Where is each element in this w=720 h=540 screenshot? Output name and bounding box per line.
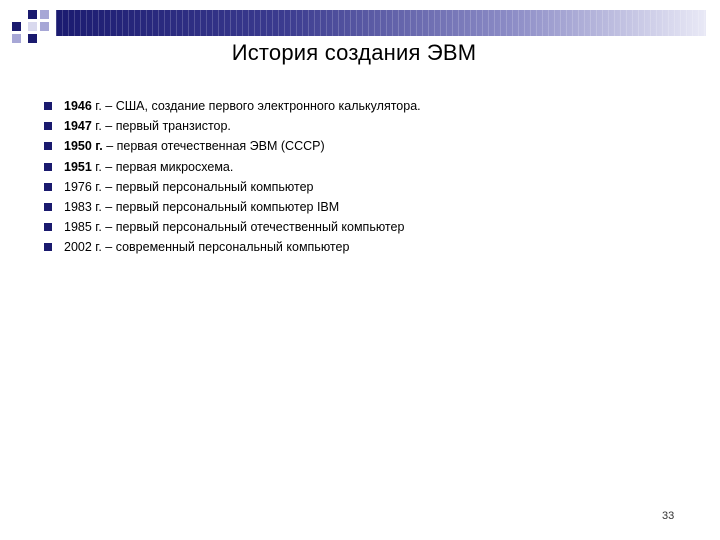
square-bullet-icon bbox=[44, 243, 52, 251]
list-item bbox=[42, 197, 662, 217]
item-year: 2002 bbox=[64, 240, 92, 255]
page-number: 33 bbox=[662, 510, 675, 522]
list-item bbox=[42, 237, 662, 257]
item-text: г. – первый персональный компьютер IBM bbox=[91, 200, 340, 215]
list-item bbox=[42, 136, 662, 156]
square-bullet-icon bbox=[44, 142, 52, 150]
item-text: г. – первая микросхема. bbox=[91, 159, 234, 174]
list-item bbox=[42, 157, 662, 177]
list-item bbox=[42, 96, 662, 116]
item-text: – первая отечественная ЭВМ (СССР) bbox=[102, 139, 325, 154]
header-band-stripes bbox=[56, 10, 706, 36]
decor-square bbox=[28, 10, 37, 19]
list-item bbox=[42, 116, 662, 136]
square-bullet-icon bbox=[44, 203, 52, 211]
item-year: 1946 bbox=[64, 99, 92, 113]
item-year: 1985 bbox=[64, 220, 92, 235]
slide-title: История создания ЭВМ bbox=[231, 40, 477, 65]
timeline-list bbox=[42, 96, 662, 258]
list-item bbox=[42, 177, 662, 197]
item-text: г. – первый персональный компьютер bbox=[91, 179, 314, 194]
item-year: 1950 г. bbox=[64, 139, 103, 154]
list-item bbox=[42, 217, 662, 237]
item-text: г. – первый транзистор. bbox=[91, 119, 231, 134]
square-bullet-icon bbox=[44, 122, 52, 130]
square-bullet-icon bbox=[44, 223, 52, 231]
item-text: г. – США, создание первого электронного калькулятора. bbox=[91, 99, 421, 113]
item-text: г. – первый персональный отечественный компьютер bbox=[91, 220, 405, 235]
item-year: 1947 bbox=[64, 119, 92, 134]
item-year: 1951 bbox=[64, 159, 92, 174]
decor-square bbox=[40, 22, 49, 31]
square-bullet-icon bbox=[44, 102, 52, 110]
square-bullet-icon bbox=[44, 163, 52, 171]
square-bullet-icon bbox=[44, 183, 52, 191]
decor-square bbox=[28, 22, 37, 31]
item-text: г. – современный персональный компьютер bbox=[91, 240, 350, 255]
decor-square bbox=[12, 22, 21, 31]
item-year: 1976 bbox=[64, 179, 92, 194]
decor-square bbox=[40, 10, 49, 19]
item-year: 1983 bbox=[64, 200, 92, 215]
